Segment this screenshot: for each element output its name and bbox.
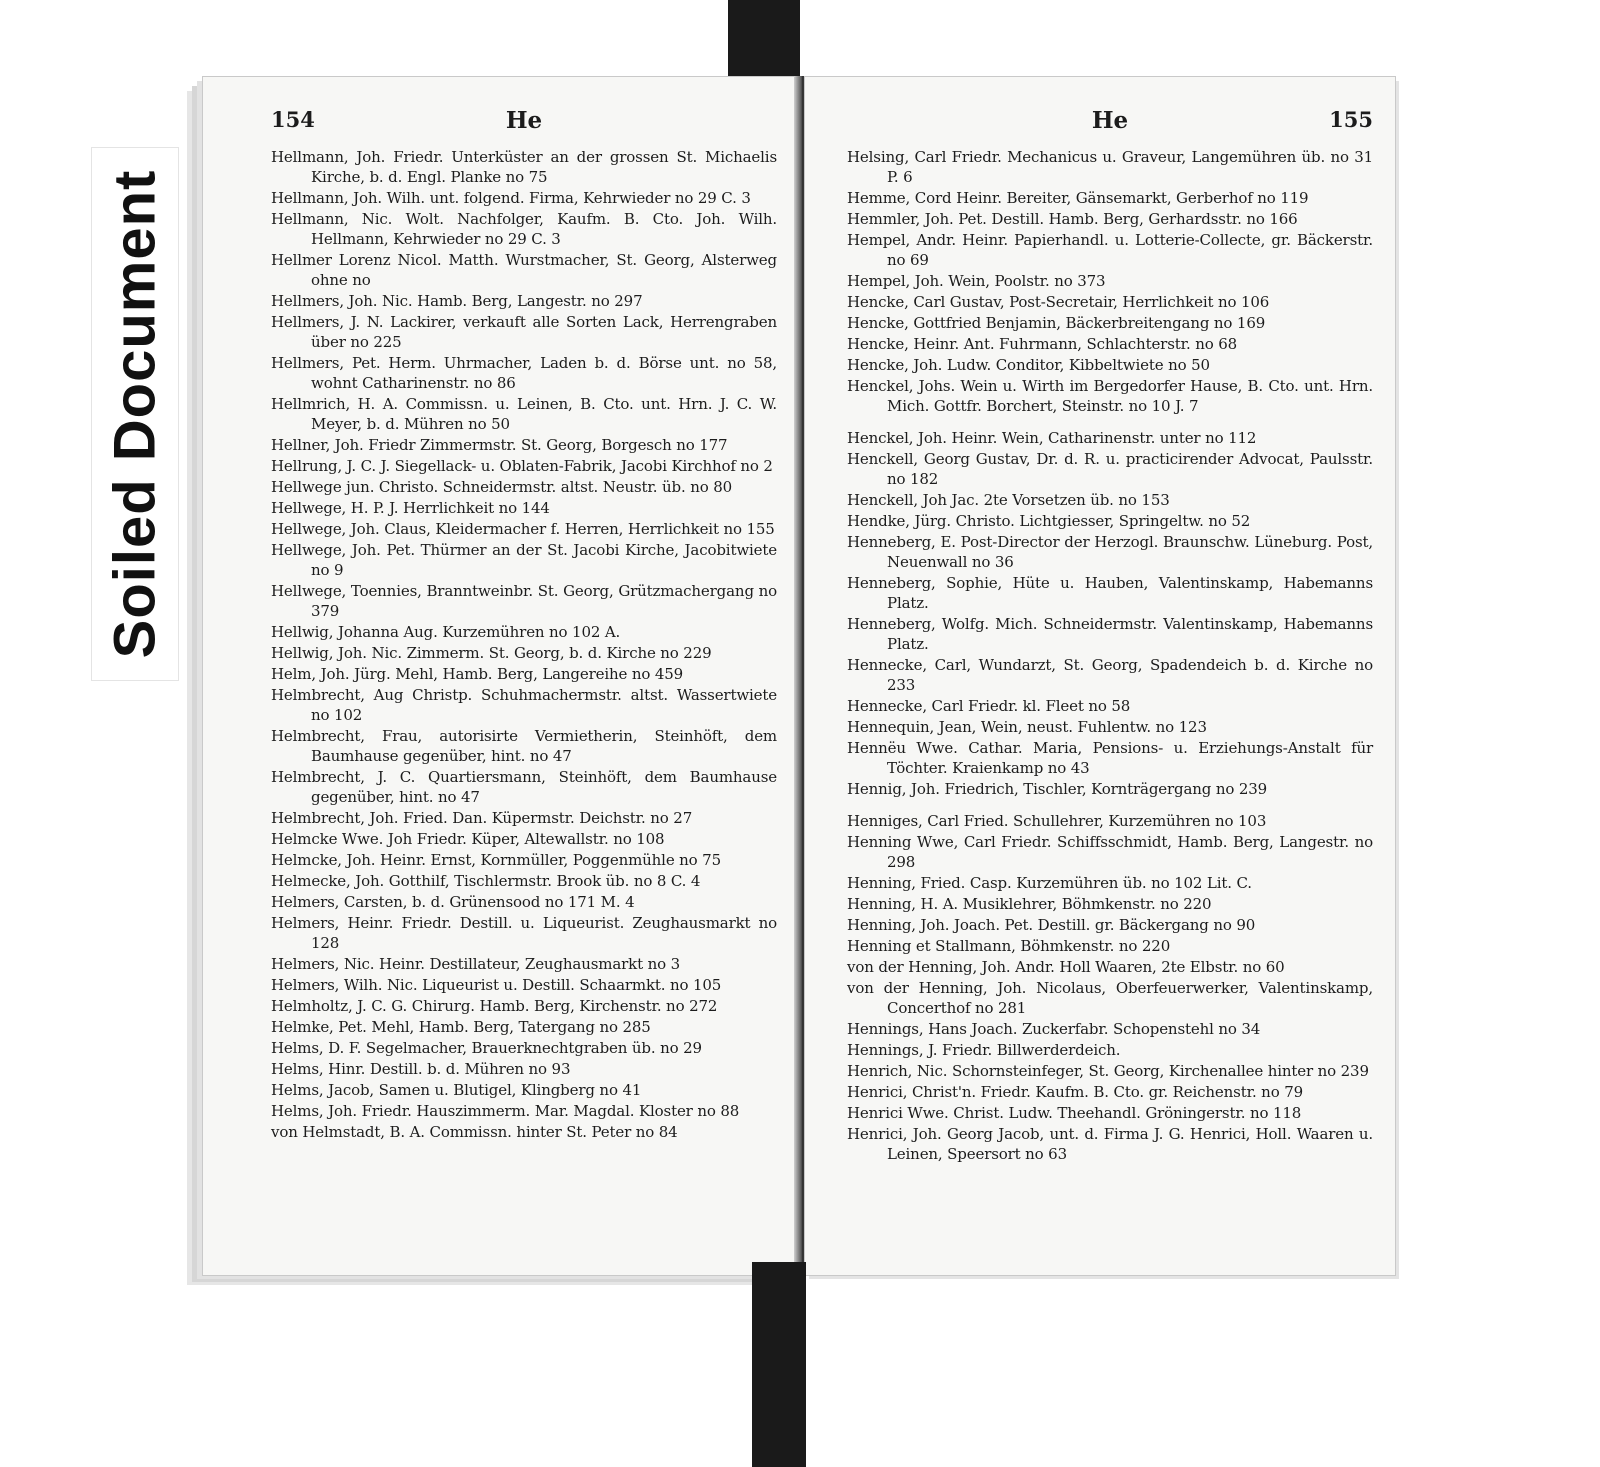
directory-entry: Hellrung, J. C. J. Siegellack- u. Oblaten-Fabrik, Jacobi Kirchhof no 2 [271,457,773,475]
right-page [804,76,1396,1276]
directory-entry: Hennequin, Jean, Wein, neust. Fuhlentw. no 123 [847,718,1207,736]
directory-entry: Hellner, Joh. Friedr Zimmermstr. St. Georg, Borgesch no 177 [271,436,728,454]
directory-entry: Henning Wwe, Carl Friedr. Schiffsschmidt, Hamb. Berg, Langestr. no 298 [847,833,1373,871]
directory-entry: Helmbrecht, J. C. Quartiersmann, Steinhöft, dem Baumhause gegenüber, hint. no 47 [271,768,777,806]
directory-entry: Henning, Joh. Joach. Pet. Destill. gr. Bäckergang no 90 [847,916,1256,934]
directory-entry: Hennig, Joh. Friedrich, Tischler, Kornträgergang no 239 [847,780,1268,798]
left-page-header [271,107,777,139]
binding-strap-bottom [752,1262,806,1467]
directory-entry: Helmers, Heinr. Friedr. Destill. u. Liqueurist. Zeughausmarkt no 128 [271,914,777,952]
directory-entry: Hennings, Hans Joach. Zuckerfabr. Schopenstehl no 34 [847,1020,1261,1038]
right-page-header [847,107,1373,139]
directory-entry: Helmbrecht, Aug Christp. Schuhmachermstr. altst. Wassertwiete no 102 [271,686,777,724]
directory-entry: Helms, D. F. Segelmacher, Brauerknechtgraben üb. no 29 [271,1039,702,1057]
directory-entry: Hennecke, Carl Friedr. kl. Fleet no 58 [847,697,1131,715]
directory-entry: Henning, H. A. Musiklehrer, Böhmkenstr. no 220 [847,895,1212,913]
directory-entry: Hellmann, Joh. Friedr. Unterküster an der grossen St. Michaelis Kirche, b. d. Engl. Planke no 75 [271,148,777,186]
right-entry-list [847,147,1373,1164]
right-running-head: He [1091,107,1129,134]
directory-entry: Hencke, Gottfried Benjamin, Bäckerbreitengang no 169 [847,314,1266,332]
left-entry-list [271,147,777,1142]
directory-entry: Hemme, Cord Heinr. Bereiter, Gänsemarkt, Gerberhof no 119 [847,189,1309,207]
directory-entry: Hellmrich, H. A. Commissn. u. Leinen, B. Cto. unt. Hrn. J. C. W. Meyer, b. d. Mühren no 50 [271,395,777,433]
directory-entry: Hellwege, Toennies, Branntweinbr. St. Georg, Grützmachergang no 379 [271,582,777,620]
directory-entry: Helms, Joh. Friedr. Hauszimmerm. Mar. Magdal. Kloster no 88 [271,1102,740,1120]
directory-entry: Helm, Joh. Jürg. Mehl, Hamb. Berg, Langereihe no 459 [271,665,684,683]
directory-entry: Henneberg, E. Post-Director der Herzogl. Braunschw. Lüneburg. Post, Neuenwall no 36 [847,533,1373,571]
directory-entry: Hellmer Lorenz Nicol. Matth. Wurstmacher, St. Georg, Alsterweg ohne no [271,251,777,289]
directory-entry: Henckel, Johs. Wein u. Wirth im Bergedorfer Hause, B. Cto. unt. Hrn. Mich. Gottfr. Borchert, Steinstr. no 10 J. 7 [847,377,1373,415]
directory-entry: Hennings, J. Friedr. Billwerderdeich. [847,1041,1121,1059]
directory-entry: Hempel, Andr. Heinr. Papierhandl. u. Lotterie-Collecte, gr. Bäckerstr. no 69 [847,231,1373,269]
directory-entry: Helmers, Wilh. Nic. Liqueurist u. Destill. Schaarmkt. no 105 [271,976,722,994]
directory-entry: von der Henning, Joh. Andr. Holl Waaren, 2te Elbstr. no 60 [847,958,1285,976]
soiled-document-label [92,148,178,680]
directory-entry: Helmers, Nic. Heinr. Destillateur, Zeughausmarkt no 3 [271,955,680,973]
directory-entry: Henning, Fried. Casp. Kurzemühren üb. no 102 Lit. C. [847,874,1252,892]
directory-entry: Henning et Stallmann, Böhmkenstr. no 220 [847,937,1171,955]
left-page-number: 154 [271,107,315,132]
left-running-head: He [505,107,543,134]
directory-entry: Hencke, Heinr. Ant. Fuhrmann, Schlachterstr. no 68 [847,335,1238,353]
directory-entry: Hendke, Jürg. Christo. Lichtgiesser, Springeltw. no 52 [847,512,1251,530]
directory-entry: Henrici, Christ'n. Friedr. Kaufm. B. Cto. gr. Reichenstr. no 79 [847,1083,1303,1101]
directory-entry: Hellwig, Johanna Aug. Kurzemühren no 102 A. [271,623,621,641]
directory-entry: Helms, Hinr. Destill. b. d. Mühren no 93 [271,1060,571,1078]
stamp-text: Soiled Document [102,169,168,659]
directory-entry: Hellwege, Joh. Claus, Kleidermacher f. Herren, Herrlichkeit no 155 [271,520,775,538]
directory-entry: Helmholtz, J. C. G. Chirurg. Hamb. Berg, Kirchenstr. no 272 [271,997,718,1015]
directory-entry: Helmecke, Joh. Gotthilf, Tischlermstr. Brook üb. no 8 C. 4 [271,872,701,890]
directory-entry: Henneberg, Wolfg. Mich. Schneidermstr. Valentinskamp, Habemanns Platz. [847,615,1373,653]
directory-entry: Hemmler, Joh. Pet. Destill. Hamb. Berg, Gerhardsstr. no 166 [847,210,1298,228]
left-page [202,76,798,1276]
directory-entry: Helmke, Pet. Mehl, Hamb. Berg, Tatergang no 285 [271,1018,651,1036]
directory-entry: Helmbrecht, Joh. Fried. Dan. Küpermstr. Deichstr. no 27 [271,809,693,827]
directory-entry: Hellmann, Nic. Wolt. Nachfolger, Kaufm. B. Cto. Joh. Wilh. Hellmann, Kehrwieder no 29 C. 3 [271,210,777,248]
directory-entry: Hennecke, Carl, Wundarzt, St. Georg, Spadendeich b. d. Kirche no 233 [847,656,1373,694]
directory-entry: Hellwege, H. P. J. Herrlichkeit no 144 [271,499,550,517]
directory-entry: Helmcke Wwe. Joh Friedr. Küper, Altewallstr. no 108 [271,830,665,848]
directory-entry: Henckell, Joh Jac. 2te Vorsetzen üb. no 153 [847,491,1170,509]
directory-entry: Hellwig, Joh. Nic. Zimmerm. St. Georg, b. d. Kirche no 229 [271,644,712,662]
directory-entry: Henrici Wwe. Christ. Ludw. Theehandl. Gröningerstr. no 118 [847,1104,1302,1122]
directory-entry: Hellmers, Pet. Herm. Uhrmacher, Laden b. d. Börse unt. no 58, wohnt Catharinenstr. no 86 [271,354,777,392]
directory-entry: von der Henning, Joh. Nicolaus, Oberfeuerwerker, Valentinskamp, Concerthof no 281 [847,979,1373,1017]
directory-entry: Hellmers, Joh. Nic. Hamb. Berg, Langestr. no 297 [271,292,643,310]
directory-entry: Hencke, Joh. Ludw. Conditor, Kibbeltwiete no 50 [847,356,1210,374]
directory-entry: Helmbrecht, Frau, autorisirte Vermietherin, Steinhöft, dem Baumhause gegenüber, hint. no 47 [271,727,777,765]
directory-entry: Helmers, Carsten, b. d. Grünensood no 171 M. 4 [271,893,635,911]
directory-entry: Henckell, Georg Gustav, Dr. d. R. u. practicirender Advocat, Paulsstr. no 182 [847,450,1373,488]
directory-entry: Henniges, Carl Fried. Schullehrer, Kurzemühren no 103 [847,812,1267,830]
directory-entry: Hellwege, Joh. Pet. Thürmer an der St. Jacobi Kirche, Jacobitwiete no 9 [271,541,777,579]
directory-entry: Hellwege jun. Christo. Schneidermstr. altst. Neustr. üb. no 80 [271,478,733,496]
directory-entry: Henckel, Joh. Heinr. Wein, Catharinenstr. unter no 112 [847,429,1257,447]
directory-entry: von Helmstadt, B. A. Commissn. hinter St. Peter no 84 [271,1123,678,1141]
directory-entry: Hennëu Wwe. Cathar. Maria, Pensions- u. Erziehungs-Anstalt für Töchter. Kraienkamp no 43 [847,739,1373,777]
directory-entry: Henrich, Nic. Schornsteinfeger, St. Georg, Kirchenallee hinter no 239 [847,1062,1369,1080]
directory-entry: Hellmann, Joh. Wilh. unt. folgend. Firma, Kehrwieder no 29 C. 3 [271,189,751,207]
directory-entry: Helms, Jacob, Samen u. Blutigel, Klingberg no 41 [271,1081,642,1099]
directory-entry: Hellmers, J. N. Lackirer, verkauft alle Sorten Lack, Herrengraben über no 225 [271,313,777,351]
directory-entry: Henrici, Joh. Georg Jacob, unt. d. Firma J. G. Henrici, Holl. Waaren u. Leinen, Speersort no 63 [847,1125,1373,1163]
directory-entry: Helsing, Carl Friedr. Mechanicus u. Graveur, Langemühren üb. no 31 P. 6 [847,148,1373,186]
binding-strap-top [728,0,800,78]
directory-entry: Hempel, Joh. Wein, Poolstr. no 373 [847,272,1106,290]
right-page-number: 155 [1329,107,1373,132]
directory-entry: Henneberg, Sophie, Hüte u. Hauben, Valentinskamp, Habemanns Platz. [847,574,1373,612]
directory-entry: Hencke, Carl Gustav, Post-Secretair, Herrlichkeit no 106 [847,293,1270,311]
open-book [172,76,1398,1276]
directory-entry: Helmcke, Joh. Heinr. Ernst, Kornmüller, Poggenmühle no 75 [271,851,721,869]
